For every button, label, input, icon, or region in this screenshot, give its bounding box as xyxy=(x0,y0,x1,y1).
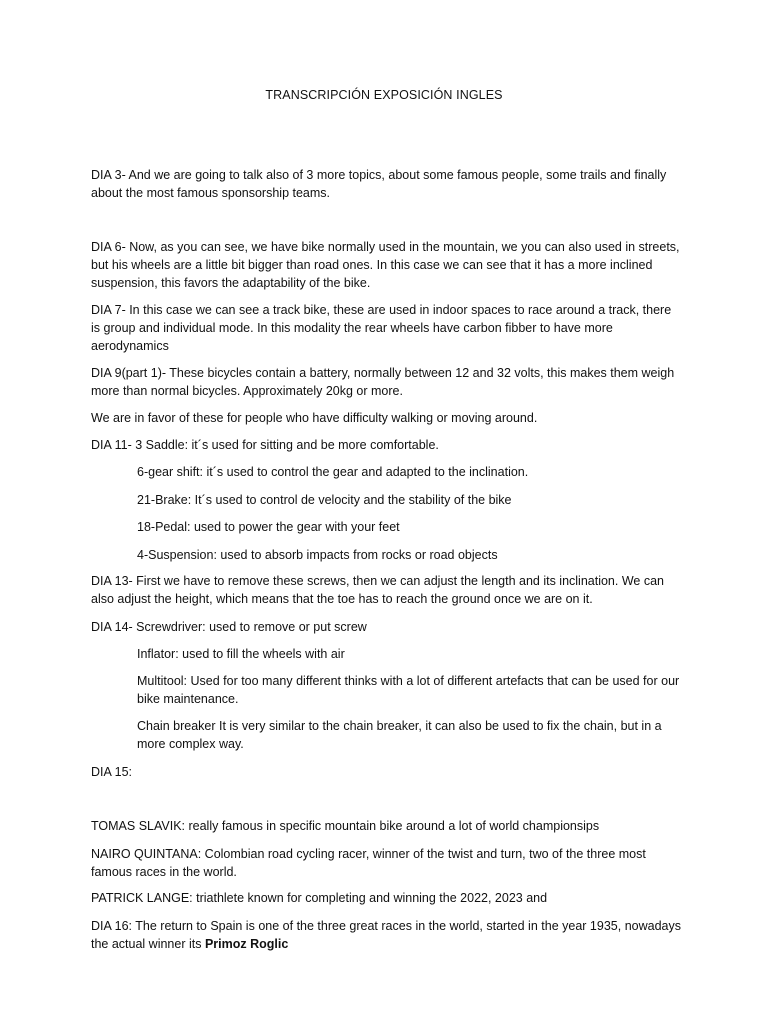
paragraph-dia16 xyxy=(91,918,681,954)
paragraph-dia9: DIA 9(part 1)- These bicycles contain a battery, normally between 12 and 32 volts, this makes them weigh more than normal bicycles. Approximately 20kg or more. xyxy=(91,366,675,398)
document-title: TRANSCRIPCIÓN EXPOSICIÓN INGLES xyxy=(265,88,503,102)
paragraph-dia13: DIA 13- First we have to remove these screws, then we can adjust the length and its inclination. We can also adjust the height, which means that the toe has to reach the ground once we are on it. xyxy=(91,574,664,606)
winner-name: Primoz Roglic xyxy=(204,936,289,951)
list-item-inflator: Inflator: used to fill the wheels with air xyxy=(137,647,345,661)
paragraph-dia14: DIA 14- Screwdriver: used to remove or put screw xyxy=(91,620,367,634)
paragraph-dia3: DIA 3- And we are going to talk also of 3 more topics, about some famous people, some trails and finally about the most famous sponsorship teams. xyxy=(91,168,667,200)
paragraph-dia11: DIA 11- 3 Saddle: it´s used for sitting and be more comfortable. xyxy=(91,438,439,452)
paragraph-nairo-quintana: NAIRO QUINTANA: Colombian road cycling racer, winner of the twist and turn, two of the three most famous races in the world. xyxy=(91,847,646,879)
list-item-pedal: 18-Pedal: used to power the gear with your feet xyxy=(137,520,400,534)
list-item-gear-shift: 6-gear shift: it´s used to control the gear and adapted to the inclination. xyxy=(137,465,529,479)
paragraph-patrick-lange: PATRICK LANGE: triathlete known for completing and winning the 2022, 2023 and xyxy=(91,891,548,905)
list-item-brake: 21-Brake: It´s used to control de velocity and the stability of the bike xyxy=(137,493,512,507)
paragraph-dia6: DIA 6- Now, as you can see, we have bike normally used in the mountain, we you can also used in streets, but his wheels are a little bit bigger than road ones. In this case we can see that it has a more inclined suspension, this favors the adaptability of the bike. xyxy=(91,240,680,290)
list-item-multitool: Multitool: Used for too many different thinks with a lot of different artefacts that can be used for our bike maintenance. xyxy=(137,674,680,706)
paragraph-favor: We are in favor of these for people who have difficulty walking or moving around. xyxy=(91,411,538,425)
paragraph-dia7: DIA 7- In this case we can see a track bike, these are used in indoor spaces to race around a track, there is group and individual mode. In this modality the rear wheels have carbon fibber to have more aerodynamics xyxy=(91,303,672,353)
paragraph-dia16-text: DIA 16: The return to Spain is one of the three great races in the world, started in the year 1935, nowadays the actual winner its xyxy=(91,919,681,951)
list-item-chain-breaker: Chain breaker It is very similar to the chain breaker, it can also be used to fix the chain, but in a more complex way. xyxy=(137,719,662,751)
list-item-suspension: 4-Suspension: used to absorb impacts from rocks or road objects xyxy=(137,548,498,562)
paragraph-dia15: DIA 15: xyxy=(91,765,132,779)
paragraph-tomas-slavik: TOMAS SLAVIK: really famous in specific mountain bike around a lot of world championsips xyxy=(91,819,600,833)
